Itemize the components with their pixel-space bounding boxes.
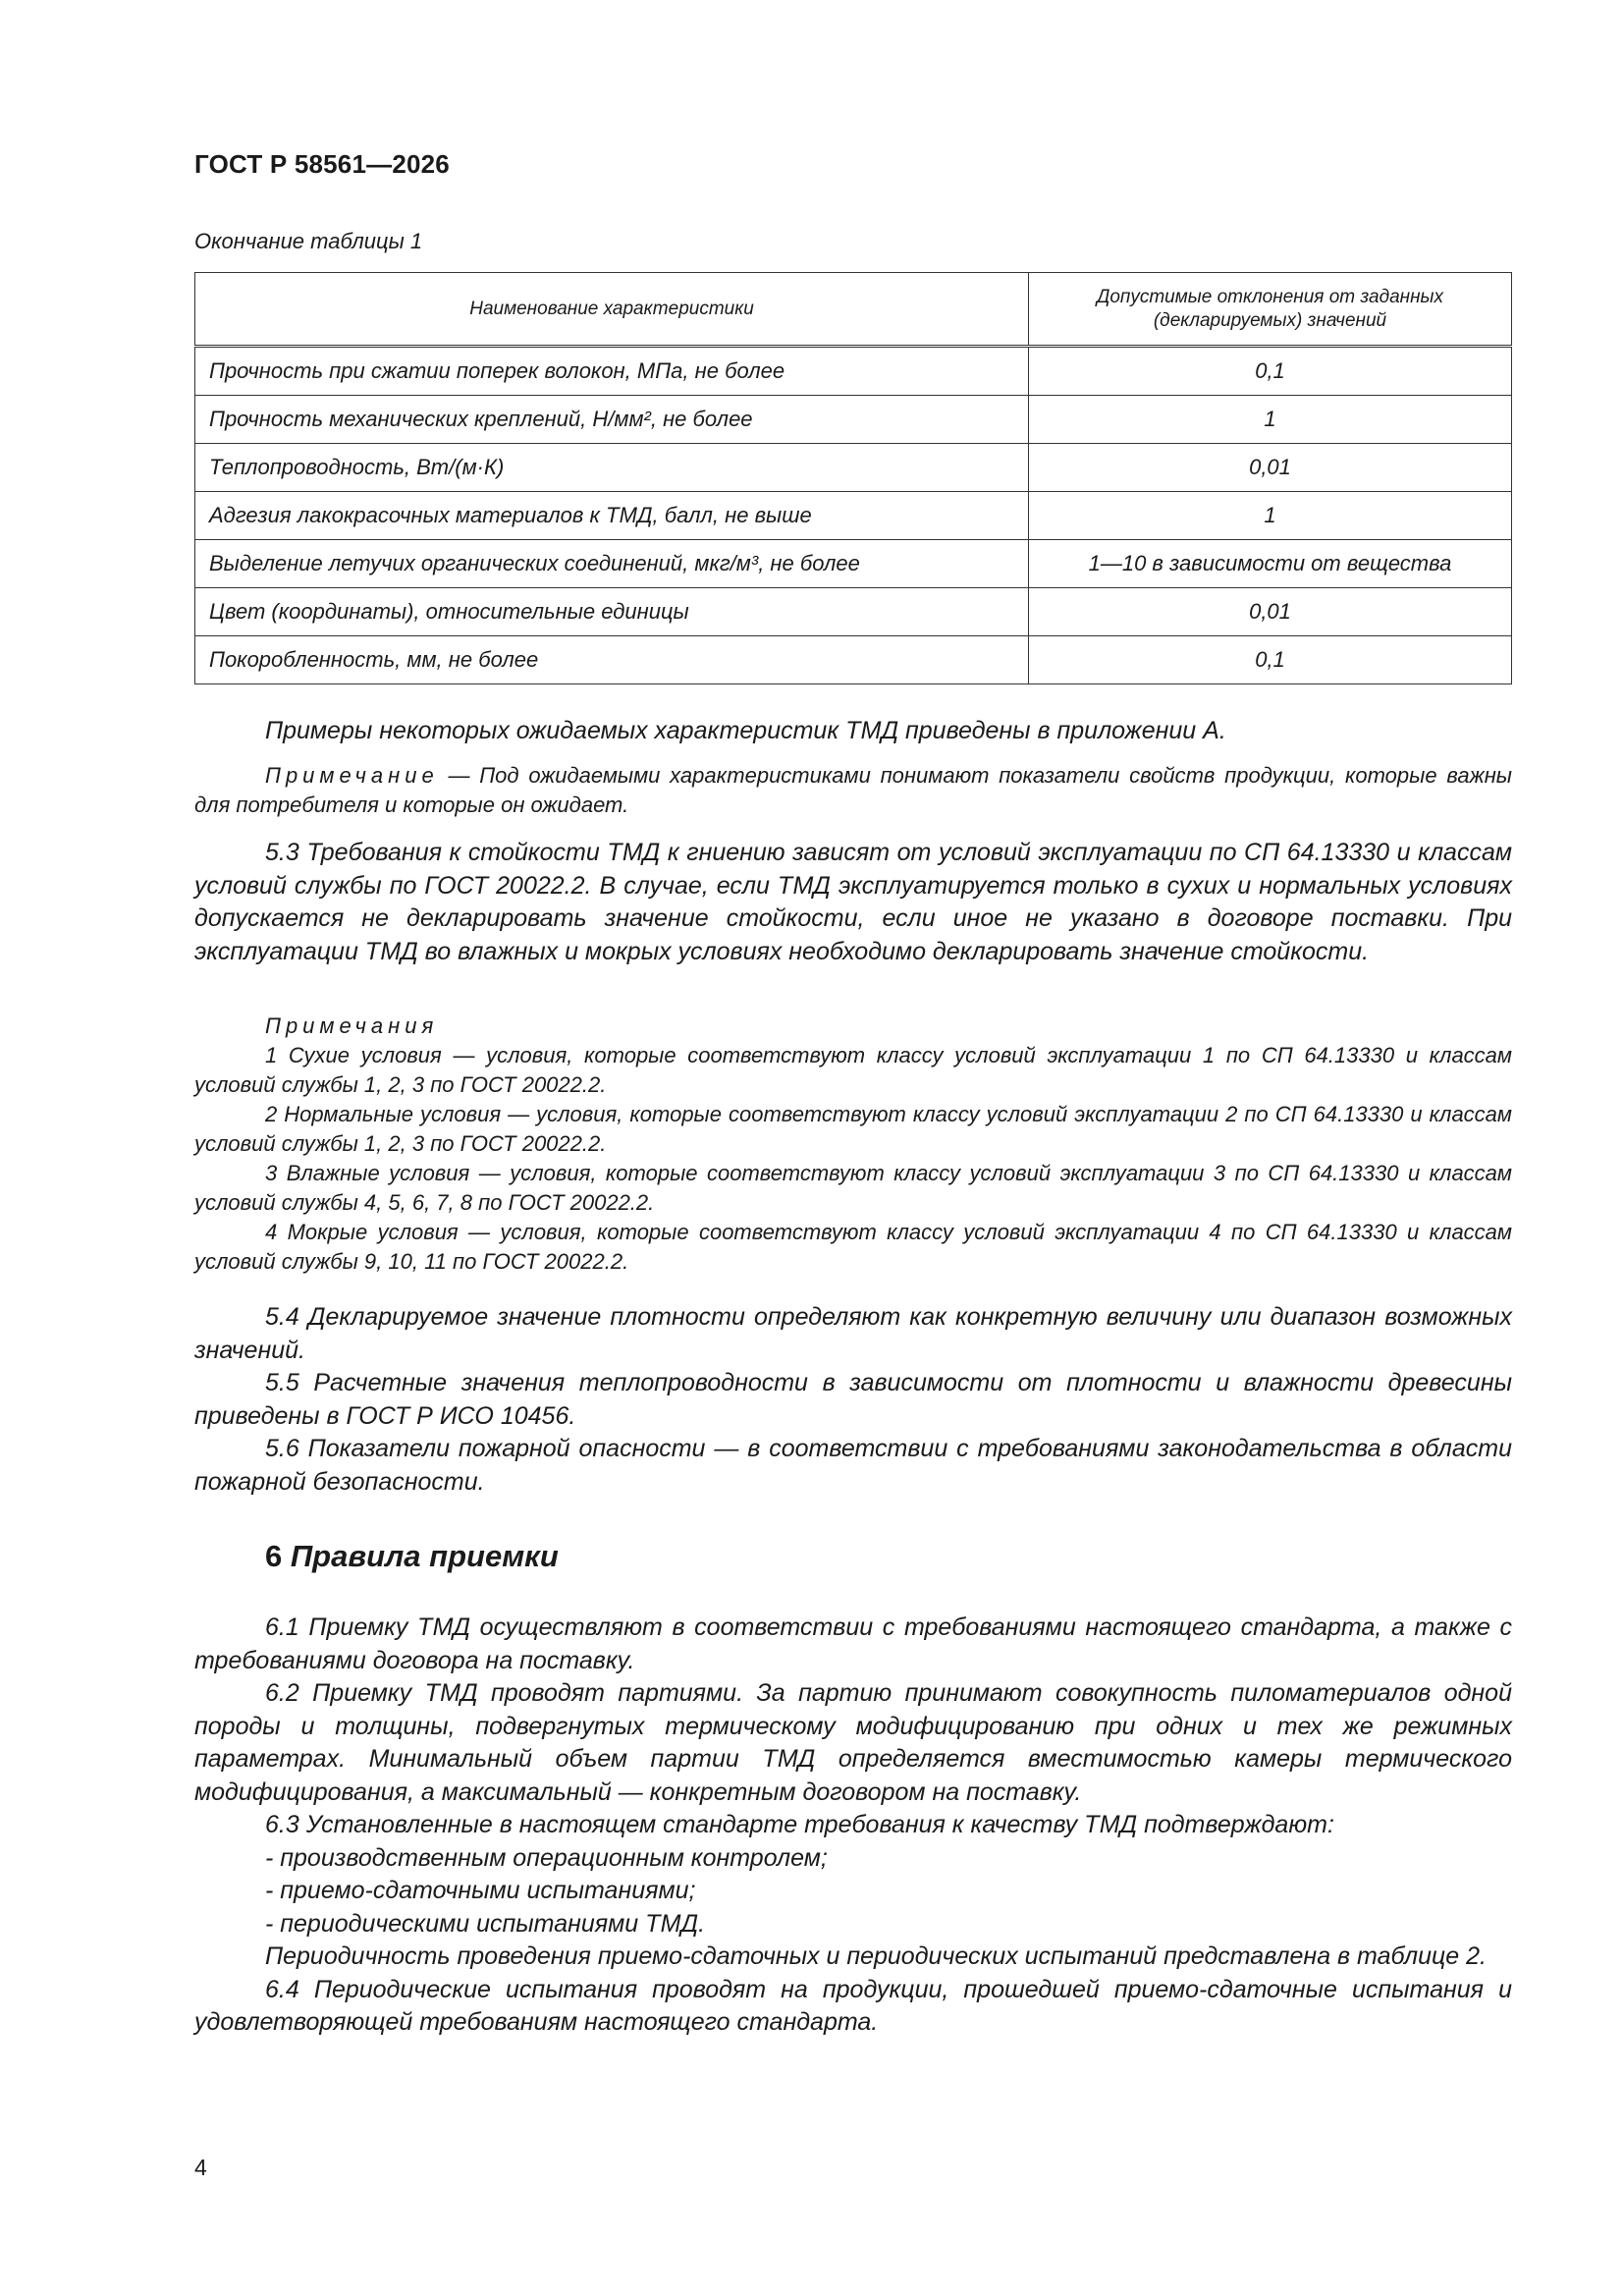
table-cell: 1 — [1029, 492, 1512, 540]
paragraph-text: 5.3 Требования к стойкости ТМД к гниению зависят от условий эксплуатации по СП 64.13330 и классам условий службы по ГОСТ 20022.2. В случае, если ТМД эксплуатируется только в сухих и нормальных условиях допускается не декларировать значение стойкости, если иное не указано в договоре поставки. При эксплуатации ТМД во влажных и мокрых условиях необходимо декларировать значение стойкости. — [194, 839, 1512, 965]
table-cell: 0,01 — [1029, 588, 1512, 636]
table-cell: Прочность механических креплений, Н/мм², не более — [195, 396, 1029, 444]
document-header: ГОСТ Р 58561—2026 — [194, 149, 450, 179]
table-row — [195, 396, 1512, 444]
paragraph-text: 5.6 Показатели пожарной опасности — в соответствии с требованиями законодательства в области пожарной безопасности. — [194, 1435, 1512, 1496]
notes-label — [194, 1011, 1512, 1041]
table-cell: 0,01 — [1029, 444, 1512, 492]
section-number: 6 — [265, 1539, 283, 1573]
paragraph-examples — [194, 715, 1512, 748]
paragraph-text: Примеры некоторых ожидаемых характеристик ТМД приведены в приложении А. — [265, 717, 1226, 744]
notes-block — [194, 1011, 1512, 1277]
table-cell: 1 — [1029, 396, 1512, 444]
notes-label-text: Примечания — [265, 1013, 439, 1038]
paragraph-text: Периодичность проведения приемо-сдаточных и периодических испытаний представлена в таблице 2. — [265, 1942, 1487, 1970]
table-cell: 1—10 в зависимости от вещества — [1029, 540, 1512, 588]
note-body: — Под ожидаемыми характеристиками понимают показатели свойств продукции, которые важны для потребителя и которые он ожидает. — [194, 763, 1512, 817]
table-header-cell: Допустимые отклонения от заданных (декларируемых) значений — [1029, 273, 1512, 347]
paragraph-text: 6.2 Приемку ТМД проводят партиями. За партию принимают совокупность пиломатериалов одной породы и толщины, подвергнутых термическому модифицированию при одних и тех же режимных параметрах. Минимальный объем партии ТМД определяется вместимостью камеры термического модифицирования, а максимальный — конкретным договором на поставку. — [194, 1679, 1512, 1806]
paragraphs-5-4-to-5-6 — [194, 1301, 1512, 1499]
table-cell: Выделение летучих органических соединений, мкг/м³, не более — [195, 540, 1029, 588]
paragraph-text: 6.4 Периодические испытания проводят на продукции, прошедшей приемо-сдаточные испытания и удовлетворяющей требованиям настоящего стандарта. — [194, 1975, 1512, 2036]
table-header-cell: Наименование характеристики — [195, 273, 1029, 347]
section-title-text: Правила приемки — [290, 1539, 559, 1573]
note-item: 1 Сухие условия — условия, которые соответствуют классу условий эксплуатации 1 по СП 64.13330 и классам условий службы 1, 2, 3 по ГОСТ 20022.2. — [194, 1043, 1512, 1097]
paragraph-text: 5.4 Декларируемое значение плотности определяют как конкретную величину или диапазон возможных значений. — [194, 1303, 1512, 1364]
table-row — [195, 444, 1512, 492]
note-text — [194, 761, 1512, 820]
note-label: Примечание — [265, 763, 439, 788]
table-cell: Прочность при сжатии поперек волокон, МПа, не более — [195, 347, 1029, 396]
table-row — [195, 588, 1512, 636]
paragraph-text: 5.5 Расчетные значения теплопроводности в зависимости от плотности и влажности древесины приведены в ГОСТ Р ИСО 10456. — [194, 1369, 1512, 1430]
table-cell: 0,1 — [1029, 347, 1512, 396]
table-row — [195, 636, 1512, 684]
section-heading — [265, 1539, 559, 1574]
table-row — [195, 540, 1512, 588]
section-6-body — [194, 1612, 1512, 2040]
list-item: - производственным операционным контролем; — [265, 1843, 828, 1872]
characteristics-table — [194, 272, 1512, 684]
list-item: - периодическими испытаниями ТМД. — [265, 1909, 706, 1938]
table-cell: 0,1 — [1029, 636, 1512, 684]
paragraph-text: 6.3 Установленные в настоящем стандарте требования к качеству ТМД подтверждают: — [265, 1811, 1334, 1838]
paragraph-5-3 — [194, 837, 1512, 968]
note-item: 4 Мокрые условия — условия, которые соответствуют классу условий эксплуатации 4 по СП 64.13330 и классам условий службы 9, 10, 11 по ГОСТ 20022.2. — [194, 1220, 1512, 1274]
table-cell: Цвет (координаты), относительные единицы — [195, 588, 1029, 636]
table-row — [195, 492, 1512, 540]
paragraph-text: 6.1 Приемку ТМД осуществляют в соответствии с требованиями настоящего стандарта, а также с требованиями договора на поставку. — [194, 1613, 1512, 1674]
table-cell: Адгезия лакокрасочных материалов к ТМД, балл, не выше — [195, 492, 1029, 540]
table-caption: Окончание таблицы 1 — [194, 229, 423, 253]
table-cell: Покоробленность, мм, не более — [195, 636, 1029, 684]
note-item: 3 Влажные условия — условия, которые соответствуют классу условий эксплуатации 3 по СП 64.13330 и классам условий службы 4, 5, 6, 7, 8 по ГОСТ 20022.2. — [194, 1161, 1512, 1215]
list-item: - приемо-сдаточными испытаниями; — [265, 1877, 696, 1904]
note-block — [194, 761, 1512, 820]
page-number: 4 — [194, 2155, 207, 2180]
table-header-row — [195, 273, 1512, 347]
table-row — [195, 347, 1512, 396]
note-item: 2 Нормальные условия — условия, которые соответствуют классу условий эксплуатации 2 по СП 64.13330 и классам условий службы 1, 2, 3 по ГОСТ 20022.2. — [194, 1102, 1512, 1156]
table-cell: Теплопроводность, Вт/(м·К) — [195, 444, 1029, 492]
